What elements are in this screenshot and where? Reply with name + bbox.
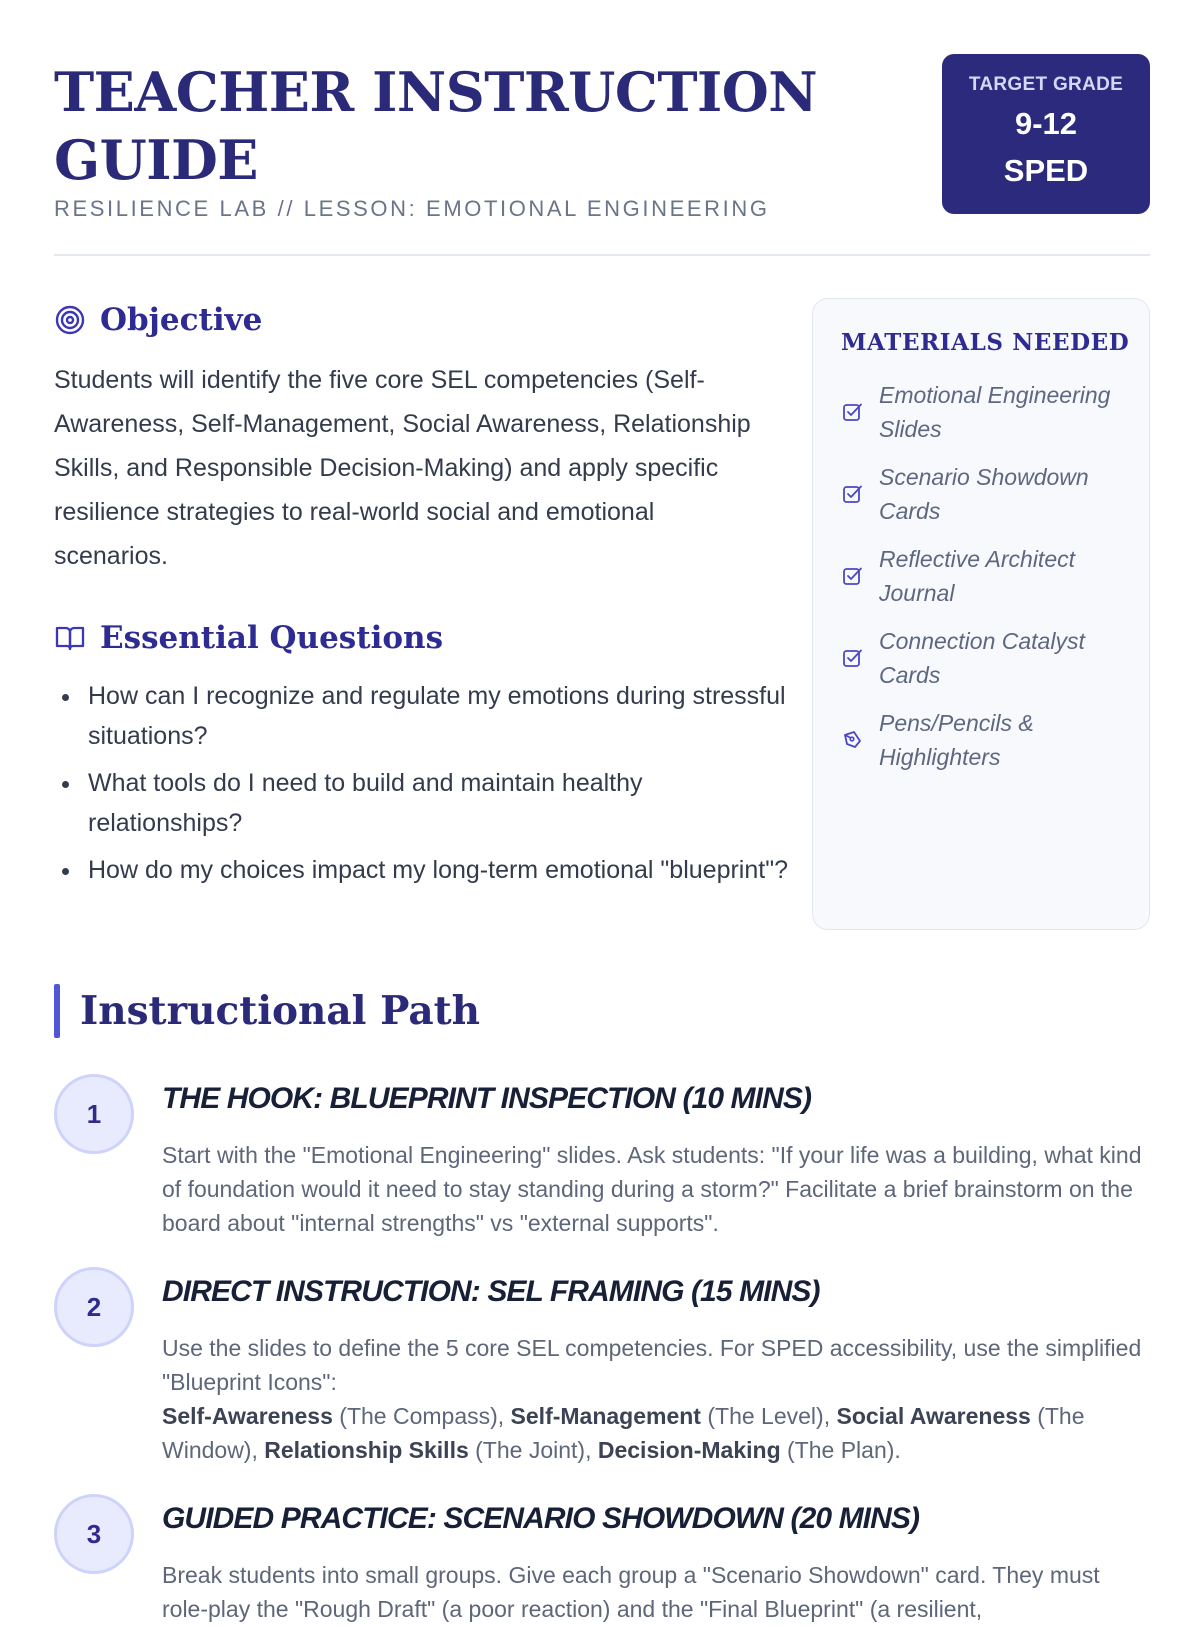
step-number-badge: 1 bbox=[54, 1074, 134, 1154]
material-item bbox=[841, 542, 1123, 610]
step-body bbox=[162, 1331, 1150, 1467]
page-title: TEACHER INSTRUCTION GUIDE bbox=[54, 60, 818, 192]
grade-program: SPED bbox=[1003, 153, 1089, 188]
competency-term: Decision-Making bbox=[597, 1437, 781, 1463]
pen-tool-icon bbox=[841, 729, 863, 751]
page-header bbox=[54, 58, 1150, 258]
checkbox-icon bbox=[841, 483, 863, 505]
lesson-subtitle: RESILIENCE LAB // LESSON: EMOTIONAL ENGINEERING bbox=[54, 196, 770, 221]
step-title: DIRECT INSTRUCTION: SEL FRAMING (15 MINS) bbox=[162, 1275, 820, 1308]
step-intro: Use the slides to define the 5 core SEL competencies. For SPED accessibility, use the simplified "Blueprint Icons": bbox=[162, 1335, 1142, 1395]
material-item bbox=[841, 460, 1123, 528]
material-label: Emotional Engineering Slides bbox=[879, 382, 1111, 442]
competency-term: Social Awareness bbox=[836, 1403, 1031, 1429]
step-number-badge: 2 bbox=[54, 1267, 134, 1347]
step-title: THE HOOK: BLUEPRINT INSPECTION (10 MINS) bbox=[162, 1082, 812, 1115]
grade-label: TARGET GRADE bbox=[968, 74, 1124, 95]
instructional-path-heading bbox=[54, 984, 480, 1038]
target-grade-badge bbox=[942, 54, 1150, 214]
material-label: Scenario Showdown Cards bbox=[879, 464, 1089, 524]
materials-panel bbox=[812, 298, 1150, 930]
heading-accent-bar bbox=[54, 984, 60, 1038]
material-label: Pens/Pencils & Highlighters bbox=[879, 710, 1034, 770]
list-item: What tools do I need to build and maintain healthy relationships? bbox=[54, 763, 794, 843]
competency-meaning: (The Window), bbox=[162, 1403, 1085, 1463]
competency-meaning: (The Level), bbox=[700, 1403, 837, 1429]
material-item bbox=[841, 706, 1123, 774]
step-body: Break students into small groups. Give each group a "Scenario Showdown" card. They must role-play the "Rough Draft" (a poor reaction) and the "Final Blueprint" (a resilient, bbox=[162, 1562, 1100, 1622]
header-divider bbox=[54, 254, 1150, 256]
competency-meaning: (The Plan). bbox=[780, 1437, 901, 1463]
materials-heading: MATERIALS NEEDED bbox=[841, 329, 1130, 356]
objective-heading bbox=[54, 302, 262, 338]
step-body: Start with the "Emotional Engineering" slides. Ask students: "If your life was a building, what kind of foundation would it need to stay standing during a storm?" Facilitate a brief brainstorm on the board about "internal strengths" vs "external supports". bbox=[162, 1142, 1142, 1236]
material-label: Connection Catalyst Cards bbox=[879, 628, 1085, 688]
material-item bbox=[841, 378, 1123, 446]
list-item: How can I recognize and regulate my emotions during stressful situations? bbox=[54, 676, 794, 756]
essential-questions-list bbox=[54, 676, 794, 897]
competency-term: Self-Awareness bbox=[162, 1403, 333, 1429]
material-item bbox=[841, 624, 1123, 692]
competency-term: Relationship Skills bbox=[264, 1437, 469, 1463]
essential-questions-label: Essential Questions bbox=[100, 620, 444, 656]
competency-meaning: (The Joint), bbox=[468, 1437, 598, 1463]
checkbox-icon bbox=[841, 565, 863, 587]
competency-term: Self-Management bbox=[510, 1403, 701, 1429]
book-open-icon bbox=[54, 622, 86, 654]
target-icon bbox=[54, 304, 86, 336]
objective-heading-label: Objective bbox=[100, 302, 263, 338]
materials-list bbox=[841, 378, 1123, 774]
list-item: How do my choices impact my long-term emotional "blueprint"? bbox=[54, 850, 794, 890]
instructional-path-title: Instructional Path bbox=[80, 988, 480, 1034]
competency-meaning: (The Compass), bbox=[332, 1403, 511, 1429]
step-number-badge: 3 bbox=[54, 1494, 134, 1574]
checkbox-icon bbox=[841, 401, 863, 423]
essential-questions-heading bbox=[54, 620, 443, 656]
checkbox-icon bbox=[841, 647, 863, 669]
step-title: GUIDED PRACTICE: SCENARIO SHOWDOWN (20 MINS) bbox=[162, 1502, 920, 1535]
grade-value: 9-12 bbox=[1014, 106, 1078, 141]
blueprint-icons-line bbox=[162, 1399, 1150, 1467]
objective-text: Students will identify the five core SEL competencies (Self-Awareness, Self-Management, Social Awareness, Relationship Skills, and Responsible Decision-Making) and apply specific resilience strategies to real-world social and emotional scenarios. bbox=[54, 366, 751, 570]
material-label: Reflective Architect Journal bbox=[879, 546, 1075, 606]
